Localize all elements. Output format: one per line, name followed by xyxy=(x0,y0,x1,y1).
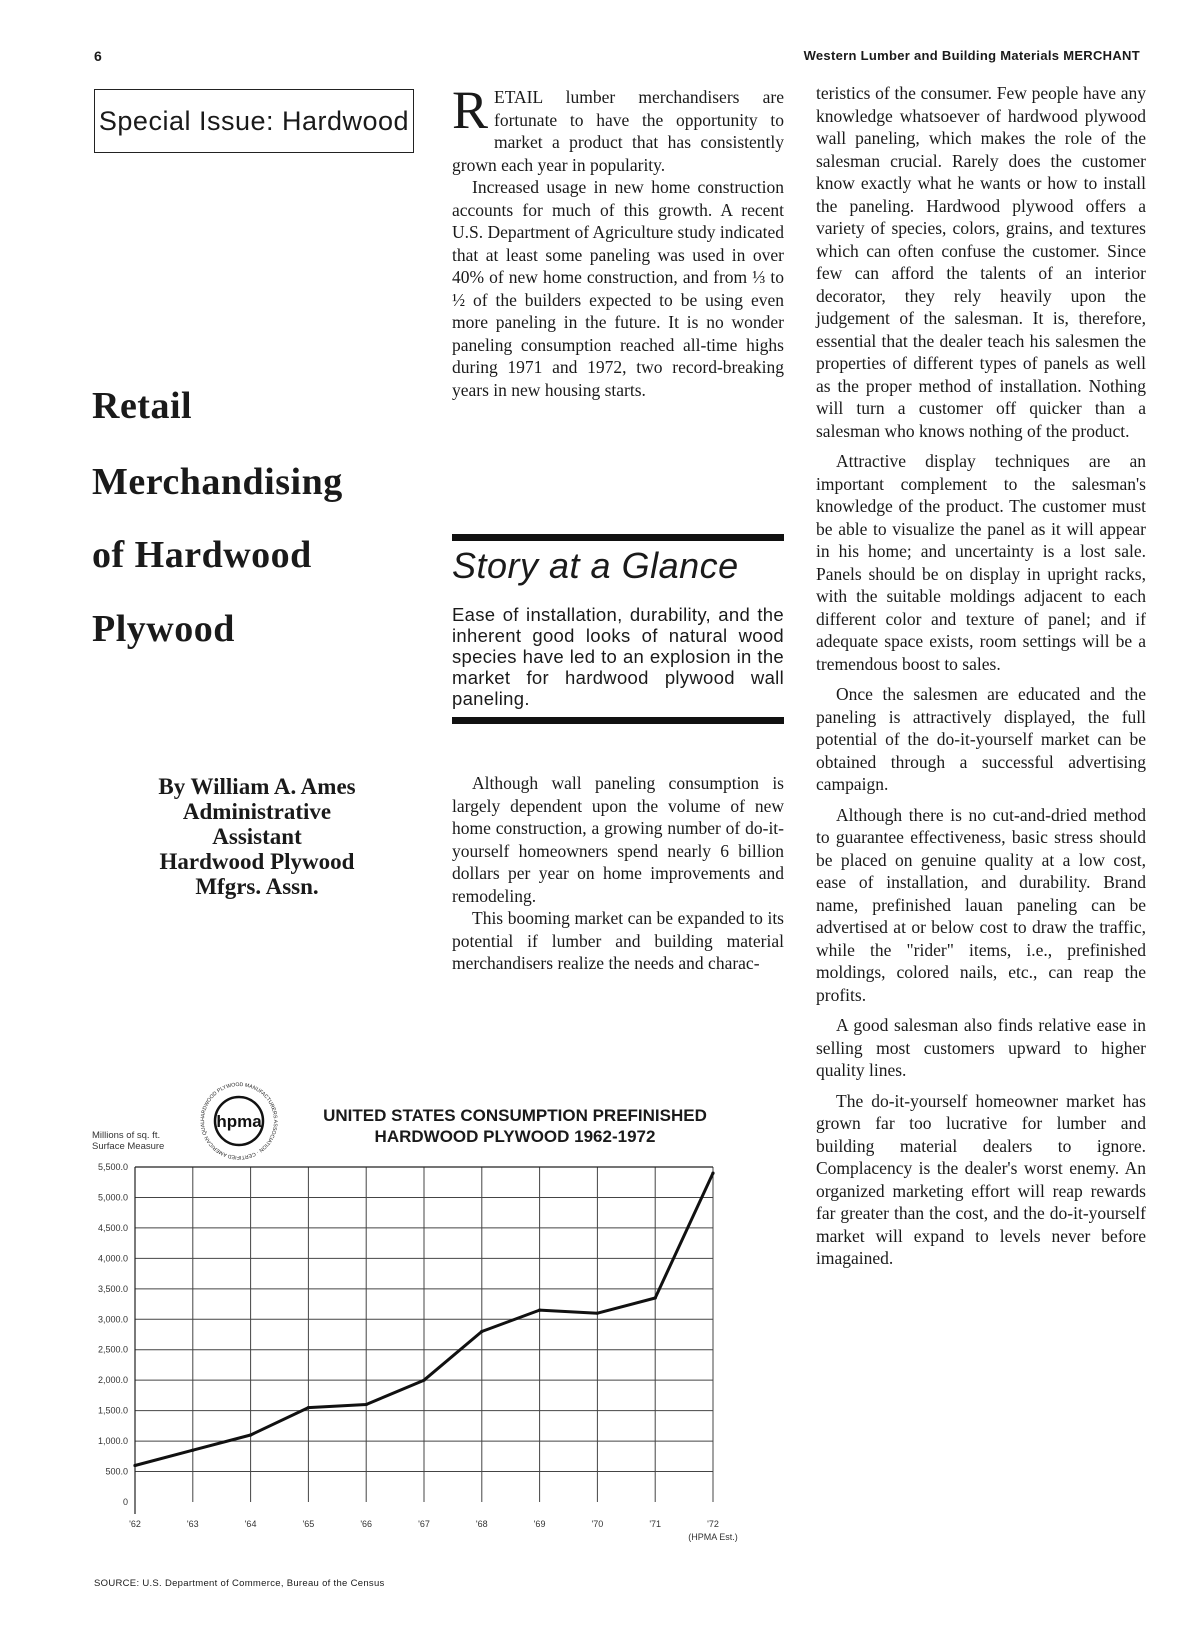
glance-bottom-rule xyxy=(452,717,784,724)
article-column-3 xyxy=(816,82,1146,1270)
special-issue-label: Special Issue: Hardwood xyxy=(98,105,410,136)
chart-grid xyxy=(135,1167,713,1514)
data-point xyxy=(596,1312,599,1315)
intro-paragraph-2: Increased usage in new home construction accounts for much of this growth. A recent U.S. Department of Agriculture study indicated that at least some paneling was used in over 40% of new home construction, and from ⅓ to ½ of the builders expected to be using even more paneling in the future. It is no wonder paneling consumption reached all-time highs during 1971 and 1972, two record-breaking years in new housing starts. xyxy=(452,177,784,400)
col3-paragraph-3: Once the salesmen are educated and the paneling is attractively displayed, the full potential of the do-it-yourself market can be obtained through a successful advertising campaign. xyxy=(816,684,1146,794)
data-point xyxy=(422,1379,425,1382)
chart-source: SOURCE: U.S. Department of Commerce, Bureau of the Census xyxy=(94,1578,385,1589)
consumption-line-chart xyxy=(88,1150,768,1570)
intro-paragraph-1: RETAIL lumber merchandisers are fortunate to have the opportunity to market a product that has consistently grown each year in popularity. xyxy=(452,80,784,175)
y-tick-label: 4,000.0 xyxy=(97,1253,128,1264)
data-point xyxy=(654,1296,657,1299)
x-tick-label: '63 xyxy=(186,1519,199,1529)
data-point xyxy=(249,1433,252,1436)
page-number: 6 xyxy=(94,48,102,64)
middle-paragraph-1: Although wall paneling consumption is largely dependent upon the volume of new home construction, a growing number of do-it-yourself homeowners spend nearly 6 billion dollars per year on home improvements and remodeling. xyxy=(452,773,784,906)
y-tick-label: 4,500.0 xyxy=(97,1222,128,1233)
x-tick-label: '72 xyxy=(707,1519,719,1529)
headline-line-4: Plywood xyxy=(92,608,235,650)
y-tick-label: 0 xyxy=(122,1497,128,1507)
byline-line-4: Hardwood Plywood xyxy=(159,849,355,874)
y-tick-label: 3,500.0 xyxy=(97,1283,128,1294)
byline xyxy=(92,774,422,899)
special-issue-box xyxy=(94,89,414,153)
x-tick-label: '67 xyxy=(418,1519,430,1529)
y-tick-label: 1,500.0 xyxy=(97,1405,128,1416)
y-axis-label: Millions of sq. ft. Surface Measure xyxy=(92,1130,165,1152)
running-head: Western Lumber and Building Materials MERCHANT xyxy=(803,48,1140,63)
col3-paragraph-5: A good salesman also finds relative ease in selling most customers upward to higher quality lines. xyxy=(816,1015,1146,1080)
glance-title: Story at a Glance xyxy=(452,545,739,586)
drop-cap: R xyxy=(452,80,489,140)
x-tick-labels xyxy=(129,1519,738,1542)
byline-line-3: Assistant xyxy=(212,824,302,849)
x-axis-note: (HPMA Est.) xyxy=(688,1532,738,1542)
col3-paragraph-6: The do-it-yourself homeowner market has grown far too lucrative for lumber and building material dealers to ignore. Complacency is the dealer's worst enemy. An organized marketing effort will reap rewards far greater than the cost, and the do-it-yourself market will expand to levels never before imagained. xyxy=(816,1090,1146,1268)
y-tick-labels xyxy=(98,1162,128,1507)
glance-top-rule xyxy=(452,534,784,541)
x-tick-label: '64 xyxy=(244,1519,257,1529)
x-tick-label: '65 xyxy=(302,1519,315,1529)
col3-paragraph-1: teristics of the consumer. Few people have any knowledge whatsoever of hardwood plywood wall paneling, which makes the role of the salesman crucial. Rarely does the customer know exactly what he wants or how to install the paneling. Hardwood plywood offers a variety of species, colors, grains, and textures which can often confuse the customer. Since few can afford the talents of an interior decorator, they rely heavily upon the judgement of the salesman. It is, therefore, essential that the dealer teach his salesmen the properties of different types of panels as well as the proper method of installation. Nothing will turn a customer off quicker than a salesman who knows nothing of the product. xyxy=(816,83,1146,441)
headline-line-1: Retail xyxy=(92,385,193,427)
y-tick-label: 5,000.0 xyxy=(97,1192,128,1203)
y-tick-label: 1,000.0 xyxy=(97,1436,128,1447)
x-tick-label: '68 xyxy=(475,1519,488,1529)
data-point xyxy=(133,1464,136,1467)
data-point xyxy=(480,1330,483,1333)
y-tick-label: 500.0 xyxy=(105,1466,128,1477)
glance-body: Ease of installation, durability, and the inherent good looks of natural wood species have led to an explosion in the market for hardwood plywood wall paneling. xyxy=(452,604,784,709)
y-tick-label: 5,500.0 xyxy=(97,1162,128,1172)
x-tick-label: '70 xyxy=(591,1519,604,1529)
article-intro xyxy=(452,80,784,401)
col3-paragraph-4: Although there is no cut-and-dried method to guarantee effectiveness, basic stress should be placed on genuine quality at a low cost, ease of installation, and durability. Brand name, prefinished lauan paneling can be advertised at or below cost to draw the traffic, while the "rider" items, i.e., prefinished moldings, colored nails, etc., can reap the profits. xyxy=(816,804,1146,1005)
data-point xyxy=(365,1403,368,1406)
headline-line-3: of Hardwood xyxy=(92,534,312,576)
x-tick-label: '62 xyxy=(129,1519,141,1529)
data-point xyxy=(307,1406,310,1409)
logo-text: hpma xyxy=(216,1112,262,1131)
byline-line-5: Mfgrs. Assn. xyxy=(195,874,319,899)
y-tick-label: 2,500.0 xyxy=(97,1344,128,1355)
headline-line-2: Merchandising xyxy=(92,461,343,503)
article-middle xyxy=(452,772,784,975)
y-tick-label: 3,000.0 xyxy=(97,1314,128,1325)
col3-paragraph-2: Attractive display techniques are an important complement to the salesman's knowledge of the product. The customer must be able to visualize the panel as it will appear in his home; and uncertainty is a lost sale. Panels should be on display in upright racks, with the suitable moldings adjacent to each different color and texture of panel; and if adequate space exists, room settings will be a tremendous boost to sales. xyxy=(816,451,1146,674)
data-point xyxy=(711,1171,714,1174)
y-tick-label: 2,000.0 xyxy=(97,1375,128,1386)
logo-ring-text: HARDWOOD PLYWOOD MANUFACTURERS ASSOCIATION · CERTIFIED AMERICAN QUAL xyxy=(199,1081,279,1161)
byline-line-1: By William A. Ames xyxy=(158,774,356,799)
x-tick-label: '71 xyxy=(649,1519,662,1529)
chart-title: UNITED STATES CONSUMPTION PREFINISHED HARDWOOD PLYWOOD 1962-1972 xyxy=(323,1106,707,1146)
middle-paragraph-2: This booming market can be expanded to its potential if lumber and building material merchandisers realize the needs and charac- xyxy=(452,908,784,973)
data-point xyxy=(538,1309,541,1312)
x-tick-label: '69 xyxy=(533,1519,546,1529)
byline-line-2: Administrative xyxy=(182,799,332,824)
data-point xyxy=(191,1449,194,1452)
x-tick-label: '66 xyxy=(360,1519,373,1529)
